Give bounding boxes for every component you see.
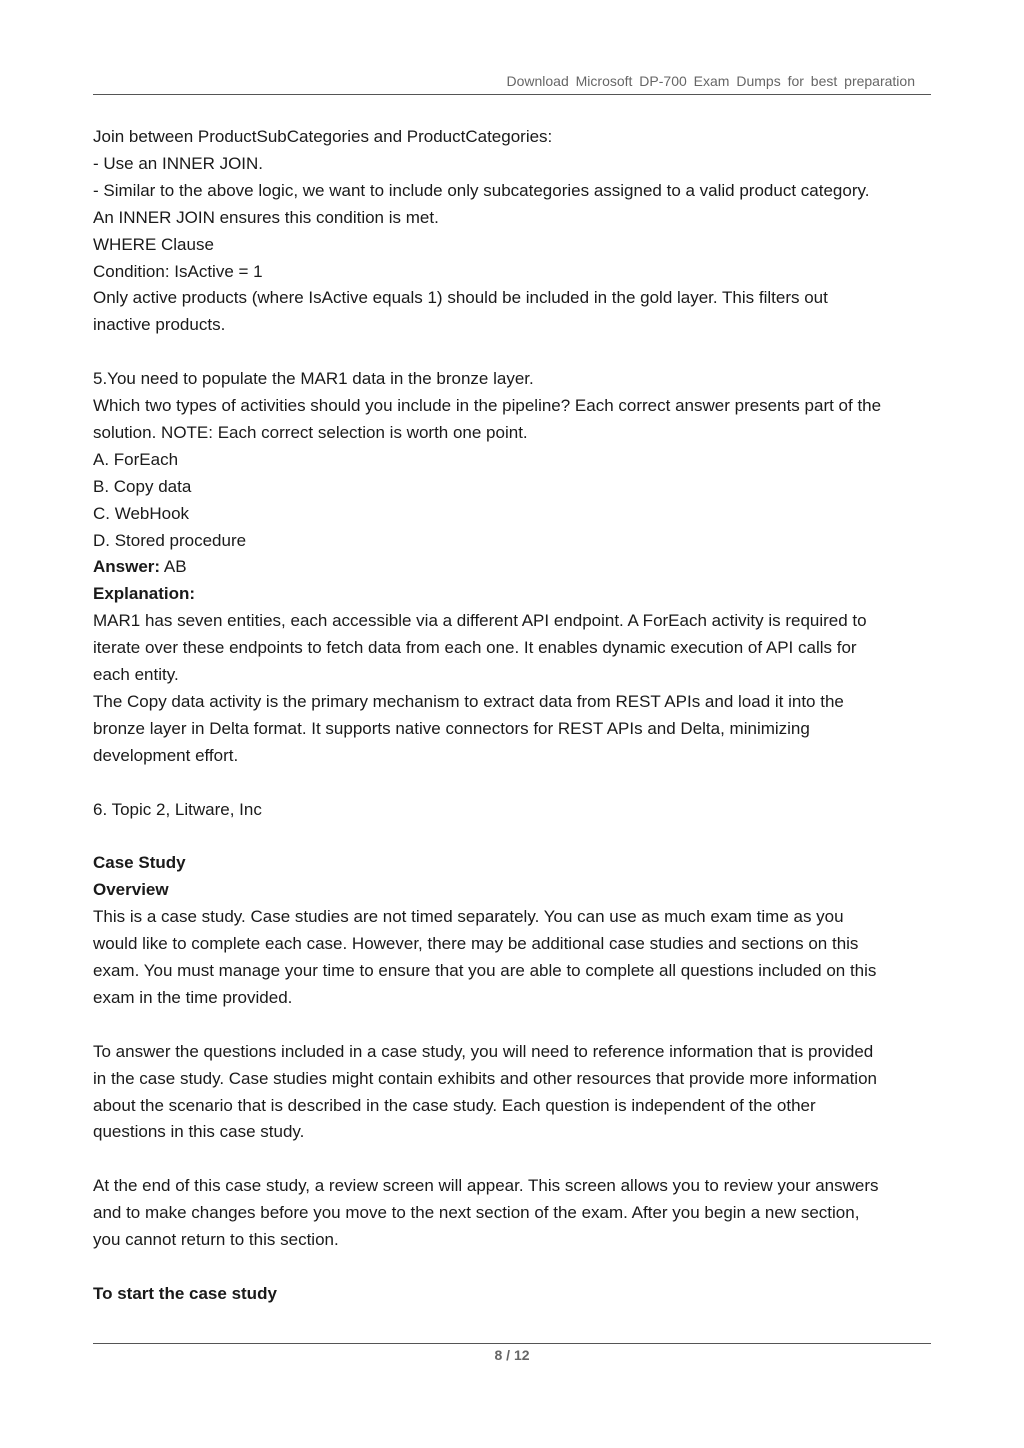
section-heading: Case Study — [93, 853, 186, 873]
text-line: An INNER JOIN ensures this condition is met. — [93, 207, 439, 227]
explanation-line: each entity. — [93, 665, 179, 685]
paragraph-line: about the scenario that is described in the case study. Each question is independent of the other — [93, 1095, 816, 1115]
explanation-line: iterate over these endpoints to fetch data from each one. It enables dynamic execution of API calls for — [93, 638, 857, 658]
answer-line — [93, 554, 938, 581]
paragraph-line: would like to complete each case. However, there may be additional case studies and sections on this — [93, 934, 859, 954]
blank-line — [93, 1146, 938, 1173]
blank-line — [93, 1254, 938, 1281]
question-prompt: solution. NOTE: Each correct selection is worth one point. — [93, 422, 528, 442]
page-header — [93, 70, 931, 95]
blank-line — [93, 339, 938, 366]
blank-line — [93, 824, 938, 851]
question-prompt: Which two types of activities should you include in the pipeline? Each correct answer presents part of the — [93, 396, 882, 416]
paragraph-line: exam. You must manage your time to ensure that you are able to complete all questions included on this — [93, 961, 877, 981]
section-heading: To start the case study — [93, 1283, 277, 1303]
explanation-line: bronze layer in Delta format. It supports native connectors for REST APIs and Delta, minimizing — [93, 718, 810, 738]
blank-line — [93, 1012, 938, 1039]
page-number: 8 / 12 — [494, 1347, 530, 1363]
explanation-line: development effort. — [93, 745, 239, 765]
paragraph-line: To answer the questions included in a case study, you will need to reference information that is provided — [93, 1041, 874, 1061]
text-line: - Use an INNER JOIN. — [93, 153, 264, 173]
blank-line — [93, 770, 938, 797]
question-title: 5.You need to populate the MAR1 data in the bronze layer. — [93, 369, 534, 389]
answer-option-d: D. Stored procedure — [93, 530, 247, 550]
page-footer — [93, 1343, 931, 1363]
answer-option-c: C. WebHook — [93, 503, 190, 523]
answer-label: Answer: — [93, 557, 161, 577]
answer-option-a: A. ForEach — [93, 449, 179, 469]
text-line: Only active products (where IsActive equals 1) should be included in the gold layer. This filters out — [93, 288, 828, 308]
answer-option-b: B. Copy data — [93, 476, 192, 496]
section-heading: Overview — [93, 880, 169, 900]
paragraph-line: This is a case study. Case studies are not timed separately. You can use as much exam time as you — [93, 907, 844, 927]
text-line: - Similar to the above logic, we want to include only subcategories assigned to a valid product category. — [93, 180, 870, 200]
document-body — [93, 124, 938, 1308]
paragraph-line: you cannot return to this section. — [93, 1230, 339, 1250]
explanation-line: MAR1 has seven entities, each accessible via a different API endpoint. A ForEach activity is required to — [93, 611, 867, 631]
text-line: Join between ProductSubCategories and ProductCategories: — [93, 127, 553, 146]
text-line: inactive products. — [93, 315, 226, 335]
answer-value: AB — [160, 557, 187, 577]
paragraph-line: questions in this case study. — [93, 1122, 305, 1142]
header-title: Download Microsoft DP-700 Exam Dumps for best preparation — [506, 73, 915, 89]
text-line: WHERE Clause — [93, 234, 214, 254]
paragraph-line: and to make changes before you move to the next section of the exam. After you begin a new section, — [93, 1203, 860, 1223]
text-line: Condition: IsActive = 1 — [93, 261, 263, 281]
explanation-line: The Copy data activity is the primary mechanism to extract data from REST APIs and load it into the — [93, 692, 844, 712]
paragraph-line: At the end of this case study, a review screen will appear. This screen allows you to review your answers — [93, 1176, 879, 1196]
question-title: 6. Topic 2, Litware, Inc — [93, 799, 262, 819]
paragraph-line: in the case study. Case studies might contain exhibits and other resources that provide more information — [93, 1068, 877, 1088]
paragraph-line: exam in the time provided. — [93, 987, 293, 1007]
explanation-label: Explanation: — [93, 584, 196, 604]
